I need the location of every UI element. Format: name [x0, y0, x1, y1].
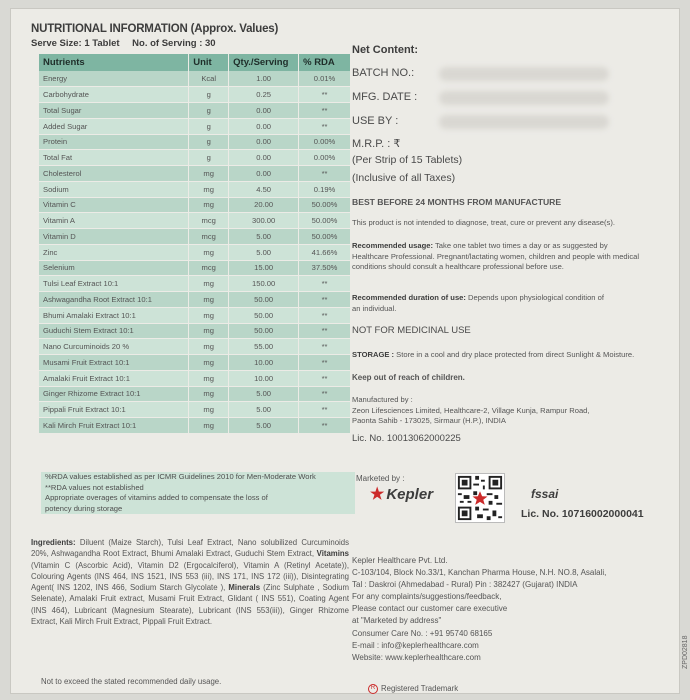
header-rda: % RDA	[299, 54, 351, 71]
nutrient-unit: mg	[189, 292, 229, 308]
kepler-logo	[370, 484, 433, 504]
nutrient-rda: 41.66%	[299, 244, 351, 260]
fssai-lic: Lic. No. 10716002000041	[521, 508, 644, 520]
nutrient-rda: **	[299, 166, 351, 182]
ingredients-text-3: (Zinc Sulphate , Sodium Selenate), Amalaki Fruit extract, Musami Fruit Extract, Glidant ( INS 551), Coating Agent (INS 464), Lubricant (Magnesium Stearate), Lubricant (INS 553(iii)), Ginger Rhizome Extract, Kali Mirch Fruit Extract, Pippali Fruit Extract.	[31, 583, 350, 627]
nutrient-name: Cholesterol	[39, 166, 189, 182]
nutrient-name: Zinc	[39, 244, 189, 260]
nutrient-rda: 50.00%	[299, 213, 351, 229]
marketed-by: Marketed by :	[356, 474, 405, 483]
nutrient-unit: g	[189, 103, 229, 119]
nutrient-name: Tulsi Leaf Extract 10:1	[39, 276, 189, 292]
nutrient-rda: 37.50%	[299, 260, 351, 276]
nutrient-unit: g	[189, 134, 229, 150]
nutrient-qty: 0.00	[229, 103, 299, 119]
keep-out: Keep out of reach of children.	[352, 373, 465, 382]
nutrient-qty: 1.00	[229, 71, 299, 87]
addr-line-4: For any complaints/suggestions/feedback,	[352, 592, 502, 602]
table-row	[39, 181, 351, 197]
storage	[352, 350, 682, 361]
nutrient-name: Protein	[39, 134, 189, 150]
nutrition-title: NUTRITIONAL INFORMATION (Approx. Values)	[31, 23, 279, 35]
nutrient-rda: 0.00%	[299, 134, 351, 150]
nutrient-name: Nano Curcuminoids 20 %	[39, 339, 189, 355]
header-unit: Unit	[189, 54, 229, 71]
nutrient-rda: **	[299, 386, 351, 402]
nutrient-qty: 50.00	[229, 323, 299, 339]
inclusive-taxes: (Inclusive of all Taxes)	[352, 172, 456, 184]
nutrient-qty: 20.00	[229, 197, 299, 213]
rec-duration-text-2: an individual.	[352, 303, 397, 313]
best-before: BEST BEFORE 24 MONTHS FROM MANUFACTURE	[352, 197, 562, 207]
nutrient-rda: **	[299, 323, 351, 339]
table-row	[39, 229, 351, 245]
nutrient-unit: mg	[189, 166, 229, 182]
nutrient-qty: 4.50	[229, 181, 299, 197]
table-row	[39, 418, 351, 434]
website: Website: www.keplerhealthcare.com	[352, 652, 481, 662]
note-2: **RDA values not established	[45, 482, 144, 492]
net-content: Net Content:	[352, 44, 418, 56]
registered-icon: R	[368, 684, 378, 694]
addr-line-5: Please contact our customer care executive	[352, 604, 508, 614]
nutrient-qty: 15.00	[229, 260, 299, 276]
nutrient-name: Sodium	[39, 181, 189, 197]
rec-usage-text-3: conditions should consult a healthcare professional before use.	[352, 262, 564, 271]
nutrient-qty: 300.00	[229, 213, 299, 229]
nutrient-name: Total Fat	[39, 150, 189, 166]
recommended-usage	[352, 241, 682, 273]
nutrient-qty: 55.00	[229, 339, 299, 355]
product-label	[10, 8, 689, 694]
nutrient-unit: mg	[189, 197, 229, 213]
table-row	[39, 87, 351, 103]
table-row	[39, 118, 351, 134]
nutrient-unit: mg	[189, 355, 229, 371]
nutrient-rda: 50.00%	[299, 229, 351, 245]
table-row	[39, 370, 351, 386]
nutrient-unit: mg	[189, 402, 229, 418]
star-icon: ★	[370, 486, 385, 503]
nutrient-qty: 0.00	[229, 134, 299, 150]
table-row	[39, 166, 351, 182]
nutrient-qty: 5.00	[229, 229, 299, 245]
nutrient-unit: mcg	[189, 229, 229, 245]
registered-trademark	[368, 684, 458, 694]
per-strip: (Per Strip of 15 Tablets)	[352, 154, 463, 166]
mfg-date: MFG. DATE :	[352, 91, 418, 103]
manufactured-by	[352, 395, 682, 427]
rec-duration-label: Recommended duration of use:	[352, 293, 466, 302]
nutrient-unit: g	[189, 87, 229, 103]
email: E-mail : info@keplerhealthcare.com	[352, 640, 479, 650]
nutrient-unit: g	[189, 118, 229, 134]
vitamins-label: Vitamins	[316, 549, 349, 559]
table-row	[39, 71, 351, 87]
nutrient-rda: **	[299, 355, 351, 371]
table-row	[39, 213, 351, 229]
nutrient-name: Musami Fruit Extract 10:1	[39, 355, 189, 371]
table-row	[39, 402, 351, 418]
nutrient-unit: mg	[189, 307, 229, 323]
nutrient-unit: mg	[189, 276, 229, 292]
nutrient-rda: 0.00%	[299, 150, 351, 166]
fssai-logo: fssai	[531, 487, 559, 501]
mrp: M.R.P. : ₹	[352, 138, 401, 150]
table-row	[39, 386, 351, 402]
storage-label: STORAGE :	[352, 350, 395, 359]
nutrient-qty: 0.00	[229, 118, 299, 134]
nutrient-name: Kali Mirch Fruit Extract 10:1	[39, 418, 189, 434]
rec-usage-text-1: Take one tablet two times a day or as suggested by	[433, 241, 608, 250]
nutrient-unit: mg	[189, 244, 229, 260]
nutrient-qty: 0.00	[229, 166, 299, 182]
nutrient-qty: 5.00	[229, 244, 299, 260]
nutrient-qty: 0.00	[229, 150, 299, 166]
serve-size: Serve Size: 1 Tablet	[31, 38, 120, 49]
not-intended: This product is not intended to diagnose, treat, cure or prevent any disease(s).	[352, 218, 615, 227]
addr-line-3: Tal : Daskroi (Ahmedabad - Rural) Pin : 382427 (Gujarat) INDIA	[352, 580, 578, 590]
nutrient-name: Amalaki Fruit Extract 10:1	[39, 370, 189, 386]
mfd-line-2: Paonta Sahib - 173025, Sirmaur (H.P.), INDIA	[352, 416, 506, 425]
note-4: potency during storage	[45, 503, 123, 513]
nutrient-name: Bhumi Amalaki Extract 10:1	[39, 307, 189, 323]
table-row	[39, 276, 351, 292]
nutrient-rda: **	[299, 87, 351, 103]
nutrient-unit: mcg	[189, 213, 229, 229]
mfd-label: Manufactured by :	[352, 395, 413, 404]
qr-code-icon	[455, 473, 505, 523]
nutrient-qty: 0.25	[229, 87, 299, 103]
nutrient-name: Selenium	[39, 260, 189, 276]
nutrient-rda: **	[299, 418, 351, 434]
use-by: USE BY :	[352, 115, 399, 127]
nutrient-qty: 50.00	[229, 292, 299, 308]
rec-usage-label: Recommended usage:	[352, 241, 434, 250]
nutrient-qty: 150.00	[229, 276, 299, 292]
ingredients	[31, 537, 349, 627]
table-row	[39, 103, 351, 119]
nutrient-unit: mg	[189, 418, 229, 434]
ingredients-label: Ingredients:	[31, 538, 76, 547]
nutrient-rda: **	[299, 370, 351, 386]
table-row	[39, 260, 351, 276]
rec-duration-text-1: Depends upon physiological condition of	[465, 293, 604, 302]
redacted-useby	[439, 115, 609, 129]
table-row	[39, 355, 351, 371]
minerals-label: Minerals	[228, 583, 261, 593]
nutrient-qty: 10.00	[229, 355, 299, 371]
nutrient-rda: 0.19%	[299, 181, 351, 197]
serving-count: No. of Serving : 30	[132, 38, 216, 49]
nutrient-name: Guduchi Stem Extract 10:1	[39, 323, 189, 339]
nutrient-rda: **	[299, 307, 351, 323]
nutrient-qty: 50.00	[229, 307, 299, 323]
manufacturer-lic: Lic. No. 10013062000225	[352, 433, 461, 444]
ingredients-text-1: Diluent (Maize Starch), Tulsi Leaf Extract, Nano solubilized Curcuminoids 20%, Ashwagandha Root Extract, Bhumi Amalaki Extract, Guduchi Stem Extract,	[31, 538, 349, 559]
nutrient-unit: g	[189, 150, 229, 166]
nutrient-name: Pippali Fruit Extract 10:1	[39, 402, 189, 418]
nutrient-rda: **	[299, 103, 351, 119]
ingredients-text-2: (Vitamin C (Ascorbic Acid), Vitamin D2 (Ergocalciferol), Vitamin A (Retinyl Acetate)), Colouring Agents (INS 464, INS 1521, INS 553 (iii), INS 171, INS 172 (iii)), Disintegrating Agent( INS 1202, INS 466, Sodium Starch Glycolate ),	[31, 560, 349, 593]
mfd-line-1: Zeon Lifesciences Limited, Healthcare-2, Village Kunja, Rampur Road,	[352, 405, 590, 415]
nutrient-name: Total Sugar	[39, 103, 189, 119]
not-medicinal: NOT FOR MEDICINAL USE	[352, 325, 471, 336]
redacted-batch	[439, 67, 609, 81]
rec-usage-text-2: Healthcare Professional. Pregnant/lactating women, children and people with medical	[352, 251, 640, 261]
nutrient-unit: mg	[189, 181, 229, 197]
table-header-row	[39, 54, 351, 71]
brand-name: Kepler	[386, 486, 434, 503]
nutrient-rda: **	[299, 402, 351, 418]
header-qty: Qty./Serving	[229, 54, 299, 71]
nutrient-name: Carbohydrate	[39, 87, 189, 103]
nutrient-rda: **	[299, 118, 351, 134]
note-1: %RDA values established as per ICMR Guidelines 2010 for Men-Moderate Work	[45, 472, 316, 481]
nutrient-rda: 50.00%	[299, 197, 351, 213]
table-row	[39, 339, 351, 355]
not-exceed-note: Not to exceed the stated recommended daily usage.	[41, 677, 222, 686]
nutrient-unit: mg	[189, 339, 229, 355]
nutrient-qty: 5.00	[229, 418, 299, 434]
serving-info	[31, 38, 226, 49]
nutrient-qty: 5.00	[229, 386, 299, 402]
nutrient-name: Ginger Rhizome Extract 10:1	[39, 386, 189, 402]
nutrient-name: Ashwagandha Root Extract 10:1	[39, 292, 189, 308]
nutrient-rda: **	[299, 276, 351, 292]
nutrient-qty: 5.00	[229, 402, 299, 418]
nutrient-unit: mg	[189, 323, 229, 339]
table-row	[39, 197, 351, 213]
table-row	[39, 244, 351, 260]
consumer-care: Consumer Care No. : +91 95740 68165	[352, 628, 493, 638]
table-notes	[41, 472, 355, 514]
marketer-address	[352, 555, 682, 664]
table-row	[39, 307, 351, 323]
nutrient-unit: Kcal	[189, 71, 229, 87]
redacted-mfg	[439, 91, 609, 105]
addr-line-2: C-103/104, Block No.33/1, Kanchan Pharma House, N.H. NO.8, Asalali,	[352, 568, 607, 578]
nutrition-table	[39, 54, 351, 434]
table-row	[39, 323, 351, 339]
table-row	[39, 292, 351, 308]
nutrient-unit: mg	[189, 386, 229, 402]
nutrient-name: Added Sugar	[39, 118, 189, 134]
addr-line-1: Kepler Healthcare Pvt. Ltd.	[352, 556, 448, 565]
nutrient-name: Vitamin C	[39, 197, 189, 213]
storage-text: Store in a cool and dry place protected from direct Sunlight & Moisture.	[394, 350, 635, 359]
nutrient-name: Vitamin A	[39, 213, 189, 229]
nutrient-rda: 0.01%	[299, 71, 351, 87]
nutrient-rda: **	[299, 292, 351, 308]
nutrient-rda: **	[299, 339, 351, 355]
addr-line-6: at "Marketed by address"	[352, 616, 442, 626]
batch-no: BATCH NO.:	[352, 67, 415, 79]
nutrient-name: Vitamin D	[39, 229, 189, 245]
tm-text: Registered Trademark	[381, 684, 459, 694]
nutrient-unit: mcg	[189, 260, 229, 276]
nutrient-name: Energy	[39, 71, 189, 87]
recommended-duration	[352, 293, 682, 314]
nutrient-unit: mg	[189, 370, 229, 386]
table-row	[39, 150, 351, 166]
header-nutrients: Nutrients	[39, 54, 189, 71]
table-row	[39, 134, 351, 150]
note-3: Appropriate overages of vitamins added to compensate the loss of	[45, 493, 268, 502]
nutrient-qty: 10.00	[229, 370, 299, 386]
print-code: ZPD02818	[682, 635, 689, 669]
